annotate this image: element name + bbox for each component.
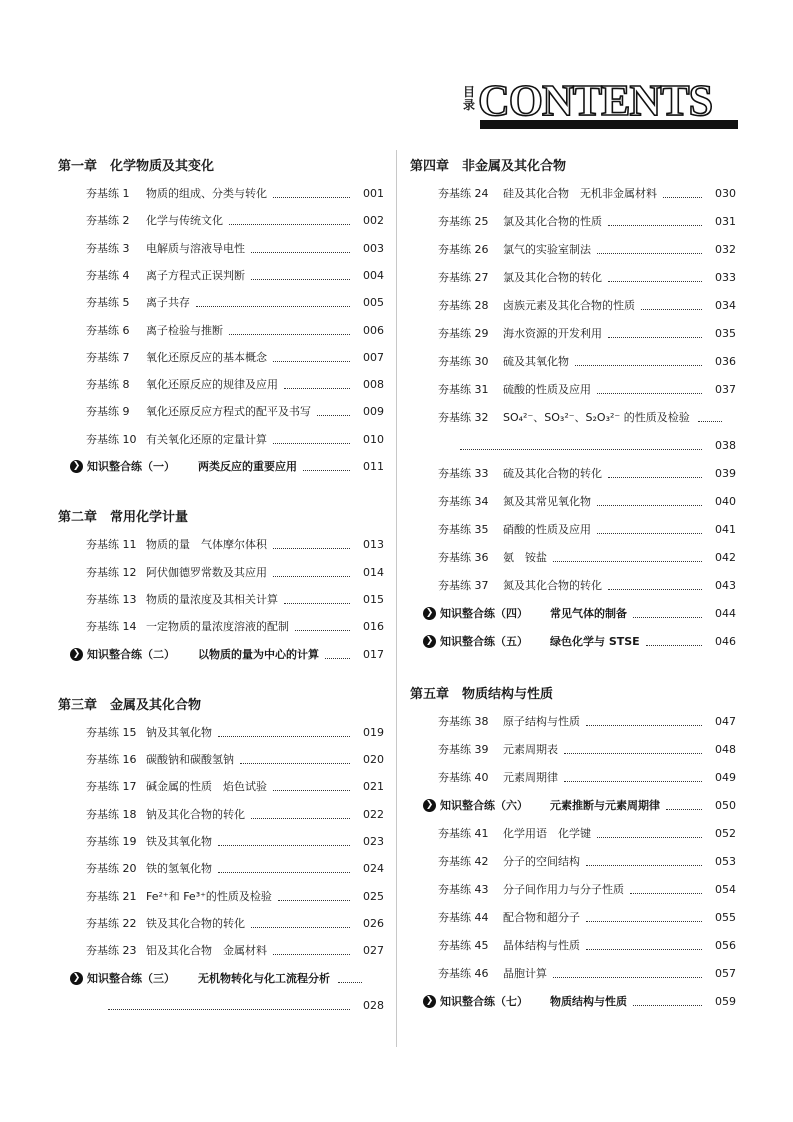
page-number: 048 (715, 743, 736, 756)
leader-dots (273, 349, 350, 362)
leader-dots (278, 888, 350, 901)
page-number: 036 (715, 355, 736, 368)
page-number: 046 (715, 635, 736, 648)
page-number: 016 (363, 620, 384, 634)
toc-entry[interactable] (438, 577, 736, 595)
entry-label: 夯基练 36 (438, 551, 489, 564)
page-number: 003 (363, 241, 384, 255)
entry-label: 知识整合练（七） (440, 995, 528, 1008)
leader-dots (218, 724, 350, 737)
leader-dots (698, 409, 722, 422)
toc-entry[interactable] (86, 267, 384, 285)
page-number: 032 (715, 243, 736, 256)
entry-label: 夯基练 14 (86, 620, 137, 634)
entry-label: 夯基练 28 (438, 299, 489, 312)
page-number: 001 (363, 187, 384, 200)
entry-title: 氯气的实验室制法 (503, 243, 591, 256)
leader-dots (240, 751, 350, 764)
page-number: 019 (363, 725, 384, 739)
toc-entry[interactable] (438, 713, 736, 731)
toc-entry[interactable] (86, 751, 384, 769)
entry-label: 夯基练 34 (438, 495, 489, 508)
toc-entry[interactable] (86, 240, 384, 258)
page-number: 028 (363, 998, 384, 1012)
toc-entry[interactable] (86, 806, 384, 824)
toc-entry[interactable] (438, 241, 736, 259)
entry-label: 知识整合练（五） (440, 635, 528, 648)
entry-label: 夯基练 35 (438, 523, 489, 536)
leader-dots (608, 269, 702, 282)
leader-dots (608, 577, 702, 590)
toc-key-entry[interactable] (70, 970, 384, 988)
toc-entry[interactable] (86, 403, 384, 421)
entry-title: 元素周期律 (503, 771, 558, 784)
entry-label: 夯基练 22 (86, 916, 137, 930)
entry-label: 夯基练 46 (438, 967, 489, 980)
leader-dots (251, 806, 350, 819)
toc-entry[interactable] (438, 853, 736, 871)
toc-entry[interactable] (86, 349, 384, 367)
page-number: 008 (363, 378, 384, 392)
entry-title: 铁及其氧化物 (146, 835, 212, 848)
entry-label: 夯基练 23 (86, 944, 137, 958)
toc-entry[interactable] (438, 521, 736, 539)
page-number: 050 (715, 799, 736, 812)
leader-dots (108, 997, 350, 1010)
leader-dots (251, 240, 350, 253)
chapter-heading: 第二章 常用化学计量 (58, 510, 189, 526)
page-number: 054 (715, 883, 736, 896)
leader-dots (633, 993, 702, 1006)
toc-key-entry[interactable] (423, 605, 736, 623)
entry-label: 夯基练 10 (86, 432, 137, 446)
entry-title: 化学用语 化学键 (503, 827, 591, 840)
toc-entry[interactable] (86, 564, 384, 582)
toc-entry[interactable] (86, 185, 384, 203)
page-number: 049 (715, 771, 736, 784)
toc-entry[interactable] (86, 431, 384, 449)
entry-label: 夯基练 42 (438, 855, 489, 868)
page-number: 007 (363, 350, 384, 364)
arrow-bullet-icon: ❯ (423, 995, 436, 1008)
page-number: 006 (363, 323, 384, 337)
entry-title: 物质的组成、分类与转化 (146, 187, 267, 200)
page-number: 005 (363, 296, 384, 310)
page-number: 038 (715, 439, 736, 452)
entry-title: 常见气体的制备 (550, 607, 627, 620)
contents-logo (462, 76, 738, 130)
entry-title: 铁及其化合物的转化 (146, 916, 245, 930)
toc-entry[interactable] (86, 942, 384, 960)
page-number: 026 (363, 916, 384, 930)
toc-entry[interactable] (86, 294, 384, 312)
leader-dots (597, 381, 702, 394)
entry-title: 两类反应的重要应用 (198, 460, 297, 473)
entry-title: 绿色化学与 STSE (550, 635, 640, 648)
entry-title: 钠及其氧化物 (146, 725, 212, 739)
entry-label: 夯基练 1 (86, 187, 130, 200)
page-number: 031 (715, 215, 736, 228)
entry-title: 海水资源的开发利用 (503, 327, 602, 340)
arrow-bullet-icon: ❯ (423, 799, 436, 812)
leader-dots (608, 213, 702, 226)
toc-entry[interactable] (86, 778, 384, 796)
entry-label: 夯基练 15 (86, 725, 137, 739)
leader-dots (273, 564, 350, 577)
toc-entry[interactable] (86, 212, 384, 230)
entry-title: 晶胞计算 (503, 967, 547, 980)
entry-title: 氯及其化合物的转化 (503, 271, 602, 284)
toc-entry[interactable] (438, 549, 736, 567)
leader-dots (273, 778, 350, 791)
entry-label: 夯基练 6 (86, 323, 130, 337)
entry-label: 夯基练 2 (86, 214, 130, 228)
entry-label: 夯基练 19 (86, 835, 137, 848)
entry-title: 氧化还原反应的基本概念 (146, 350, 267, 364)
entry-title: 氮及其化合物的转化 (503, 579, 602, 592)
leader-dots (646, 633, 702, 646)
leader-dots (196, 294, 350, 307)
page-number: 021 (363, 780, 384, 794)
leader-dots (251, 915, 350, 928)
toc-entry[interactable] (86, 833, 384, 851)
toc-key-entry[interactable] (423, 993, 736, 1011)
leader-dots (575, 353, 702, 366)
leader-dots (586, 853, 702, 866)
entry-title: 有关氧化还原的定量计算 (146, 432, 267, 446)
entry-title: 钠及其化合物的转化 (146, 807, 245, 821)
page-number: 023 (363, 835, 384, 848)
toc-entry[interactable] (438, 185, 736, 203)
entry-title: 物质结构与性质 (550, 995, 627, 1008)
toc-key-entry[interactable] (423, 633, 736, 651)
entry-label: 夯基练 27 (438, 271, 489, 284)
toc-entry[interactable] (86, 376, 384, 394)
entry-title: 离子方程式正误判断 (146, 268, 245, 282)
entry-label: 夯基练 7 (86, 350, 130, 364)
page-number: 002 (363, 214, 384, 228)
toc-entry[interactable] (438, 825, 736, 843)
toc-entry[interactable] (438, 881, 736, 899)
entry-title: 电解质与溶液导电性 (146, 241, 245, 255)
leader-dots (630, 881, 702, 894)
leader-dots (586, 937, 702, 950)
leader-dots (317, 403, 350, 416)
logo-vertical-text: 目录 (462, 85, 475, 112)
leader-dots (273, 431, 350, 444)
entry-label: 夯基练 5 (86, 296, 130, 310)
leader-dots (284, 591, 350, 604)
leader-dots (564, 769, 702, 782)
entry-label: 知识整合练（四） (440, 607, 528, 620)
entry-label: 夯基练 38 (438, 715, 489, 728)
toc-key-entry[interactable] (70, 458, 384, 476)
page-number: 039 (715, 467, 736, 480)
page-number: 053 (715, 855, 736, 868)
entry-title: Fe²⁺和 Fe³⁺的性质及检验 (146, 889, 272, 903)
page-number: 059 (715, 995, 736, 1008)
page-number: 024 (363, 862, 384, 876)
leader-dots (218, 860, 350, 873)
entry-title: 铁的氢氧化物 (146, 862, 212, 876)
entry-title: 碳酸钠和碳酸氢钠 (146, 753, 234, 767)
toc-entry-continuation[interactable] (108, 997, 384, 1015)
leader-dots (460, 437, 702, 450)
page-number: 013 (363, 538, 384, 552)
page-number: 055 (715, 911, 736, 924)
page-number: 052 (715, 827, 736, 840)
page-number: 033 (715, 271, 736, 284)
entry-label: 夯基练 25 (438, 215, 489, 228)
toc-entry[interactable] (438, 937, 736, 955)
toc-entry[interactable] (86, 915, 384, 933)
toc-entry[interactable] (438, 381, 736, 399)
toc-key-entry[interactable] (70, 646, 384, 664)
leader-dots (284, 376, 350, 389)
entry-label: 夯基练 11 (86, 538, 137, 552)
entry-label: 知识整合练（一） (87, 460, 175, 473)
toc-entry[interactable] (86, 724, 384, 742)
entry-label: 知识整合练（二） (87, 647, 175, 661)
toc-entry[interactable] (438, 353, 736, 371)
entry-title: 离子共存 (146, 296, 190, 310)
entry-title: 物质的量 气体摩尔体积 (146, 538, 267, 552)
leader-dots (663, 185, 702, 198)
toc-entry[interactable] (438, 909, 736, 927)
leader-dots (553, 549, 702, 562)
entry-label: 夯基练 26 (438, 243, 489, 256)
entry-label: 夯基练 37 (438, 579, 489, 592)
entry-label: 夯基练 41 (438, 827, 489, 840)
entry-title: 氧化还原反应方程式的配平及书写 (146, 405, 311, 419)
entry-title: 氨 铵盐 (503, 551, 547, 564)
leader-dots (303, 458, 350, 471)
page-number: 009 (363, 405, 384, 419)
entry-label: 夯基练 33 (438, 467, 489, 480)
arrow-bullet-icon: ❯ (423, 607, 436, 620)
leader-dots (325, 646, 350, 659)
leader-dots (597, 241, 702, 254)
leader-dots (251, 267, 350, 280)
leader-dots (608, 465, 702, 478)
entry-title: 分子的空间结构 (503, 855, 580, 868)
toc-entry[interactable] (86, 322, 384, 340)
page-number: 040 (715, 495, 736, 508)
leader-dots (273, 185, 350, 198)
leader-dots (295, 618, 350, 631)
entry-label: 夯基练 20 (86, 862, 137, 876)
entry-title: 硫及其氧化物 (503, 355, 569, 368)
toc-entry[interactable] (438, 409, 736, 427)
page-number: 004 (363, 268, 384, 282)
arrow-bullet-icon: ❯ (423, 635, 436, 648)
toc-entry[interactable] (438, 769, 736, 787)
toc-entry[interactable] (438, 269, 736, 287)
page-number: 042 (715, 551, 736, 564)
entry-label: 夯基练 32 (438, 411, 489, 424)
page-number: 037 (715, 383, 736, 396)
entry-title: 卤族元素及其化合物的性质 (503, 299, 635, 312)
toc-entry[interactable] (438, 325, 736, 343)
leader-dots (641, 297, 702, 310)
entry-label: 夯基练 45 (438, 939, 489, 952)
chapter-heading: 第一章 化学物质及其变化 (58, 159, 215, 174)
entry-label: 夯基练 43 (438, 883, 489, 896)
entry-title: 元素周期表 (503, 743, 558, 756)
entry-title: 一定物质的量浓度溶液的配制 (146, 620, 289, 634)
entry-title: 化学与传统文化 (146, 214, 223, 228)
page-number: 044 (715, 607, 736, 620)
entry-label: 夯基练 9 (86, 405, 130, 419)
leader-dots (229, 212, 350, 225)
toc-entry[interactable] (438, 213, 736, 231)
leader-dots (608, 325, 702, 338)
page-number: 035 (715, 327, 736, 340)
leader-dots (586, 713, 702, 726)
entry-title: 配合物和超分子 (503, 911, 580, 924)
entry-label: 夯基练 24 (438, 187, 489, 200)
toc-entry[interactable] (438, 741, 736, 759)
entry-label: 知识整合练（三） (87, 971, 175, 985)
leader-dots (666, 797, 702, 810)
entry-label: 夯基练 40 (438, 771, 489, 784)
entry-title: 硅及其化合物 无机非金属材料 (503, 187, 657, 200)
toc-entry[interactable] (438, 465, 736, 483)
chapter-heading: 第四章 非金属及其化合物 (410, 159, 567, 174)
leader-dots (273, 536, 350, 549)
leader-dots (597, 825, 702, 838)
entry-label: 夯基练 18 (86, 807, 137, 821)
entry-title: 硫及其化合物的转化 (503, 467, 602, 480)
leader-dots (633, 605, 702, 618)
toc-entry[interactable] (438, 493, 736, 511)
arrow-bullet-icon: ❯ (70, 460, 83, 473)
arrow-bullet-icon: ❯ (70, 972, 83, 985)
entry-label: 夯基练 13 (86, 592, 137, 606)
entry-title: 氧化还原反应的规律及应用 (146, 378, 278, 392)
entry-title: 铝及其化合物 金属材料 (146, 944, 267, 958)
entry-title: 氮及其常见氧化物 (503, 495, 591, 508)
leader-dots (218, 833, 350, 846)
toc-entry[interactable] (86, 591, 384, 609)
toc-entry[interactable] (86, 888, 384, 906)
entry-title: 分子间作用力与分子性质 (503, 883, 624, 896)
column-divider (396, 150, 397, 1047)
entry-title: 硫酸的性质及应用 (503, 383, 591, 396)
entry-label: 夯基练 4 (86, 268, 130, 282)
toc-entry-continuation[interactable] (460, 437, 736, 455)
page-number: 020 (363, 753, 384, 767)
page-number: 022 (363, 807, 384, 821)
toc-entry[interactable] (86, 618, 384, 636)
leader-dots (597, 521, 702, 534)
leader-dots (586, 909, 702, 922)
page-number: 056 (715, 939, 736, 952)
logo-word: CONTENTS (478, 76, 713, 125)
page-number: 047 (715, 715, 736, 728)
entry-title: 晶体结构与性质 (503, 939, 580, 952)
entry-title: 元素推断与元素周期律 (550, 799, 660, 812)
leader-dots (229, 322, 350, 335)
entry-label: 夯基练 3 (86, 241, 130, 255)
toc-entry[interactable] (438, 297, 736, 315)
entry-label: 夯基练 31 (438, 383, 489, 396)
arrow-bullet-icon: ❯ (70, 648, 83, 661)
page-number: 017 (363, 647, 384, 661)
entry-label: 夯基练 30 (438, 355, 489, 368)
page-number: 027 (363, 944, 384, 958)
page-number: 041 (715, 523, 736, 536)
leader-dots (553, 965, 702, 978)
entry-title: 无机物转化与化工流程分析 (198, 971, 330, 985)
leader-dots (273, 942, 350, 955)
entry-label: 夯基练 39 (438, 743, 489, 756)
entry-title: 物质的量浓度及其相关计算 (146, 592, 278, 606)
entry-label: 夯基练 12 (86, 565, 137, 579)
entry-title: 碱金属的性质 焰色试验 (146, 780, 267, 794)
entry-title: SO₄²⁻、SO₃²⁻、S₂O₃²⁻ 的性质及检验 (503, 411, 690, 424)
leader-dots (597, 493, 702, 506)
leader-dots (338, 970, 362, 983)
page-number: 034 (715, 299, 736, 312)
entry-label: 夯基练 21 (86, 889, 137, 903)
toc-key-entry[interactable] (423, 797, 736, 815)
entry-title: 阿伏伽德罗常数及其应用 (146, 565, 267, 579)
toc-entry[interactable] (86, 536, 384, 554)
page-number: 057 (715, 967, 736, 980)
entry-label: 夯基练 16 (86, 753, 137, 767)
page-number: 014 (363, 565, 384, 579)
chapter-heading: 第五章 物质结构与性质 (410, 687, 554, 702)
entry-title: 氯及其化合物的性质 (503, 215, 602, 228)
entry-label: 夯基练 29 (438, 327, 489, 340)
entry-title: 硝酸的性质及应用 (503, 523, 591, 536)
page-number: 011 (363, 460, 384, 473)
entry-label: 夯基练 8 (86, 378, 130, 392)
page-number: 030 (715, 187, 736, 200)
entry-title: 以物质的量为中心的计算 (198, 647, 319, 661)
page-number: 025 (363, 889, 384, 903)
entry-label: 夯基练 44 (438, 911, 489, 924)
page-number: 010 (363, 432, 384, 446)
leader-dots (564, 741, 702, 754)
entry-title: 离子检验与推断 (146, 323, 223, 337)
page-number: 043 (715, 579, 736, 592)
toc-entry[interactable] (438, 965, 736, 983)
toc-entry[interactable] (86, 860, 384, 878)
entry-title: 原子结构与性质 (503, 715, 580, 728)
entry-label: 夯基练 17 (86, 780, 137, 794)
chapter-heading: 第三章 金属及其化合物 (58, 697, 202, 713)
page-number: 015 (363, 592, 384, 606)
entry-label: 知识整合练（六） (440, 799, 528, 812)
